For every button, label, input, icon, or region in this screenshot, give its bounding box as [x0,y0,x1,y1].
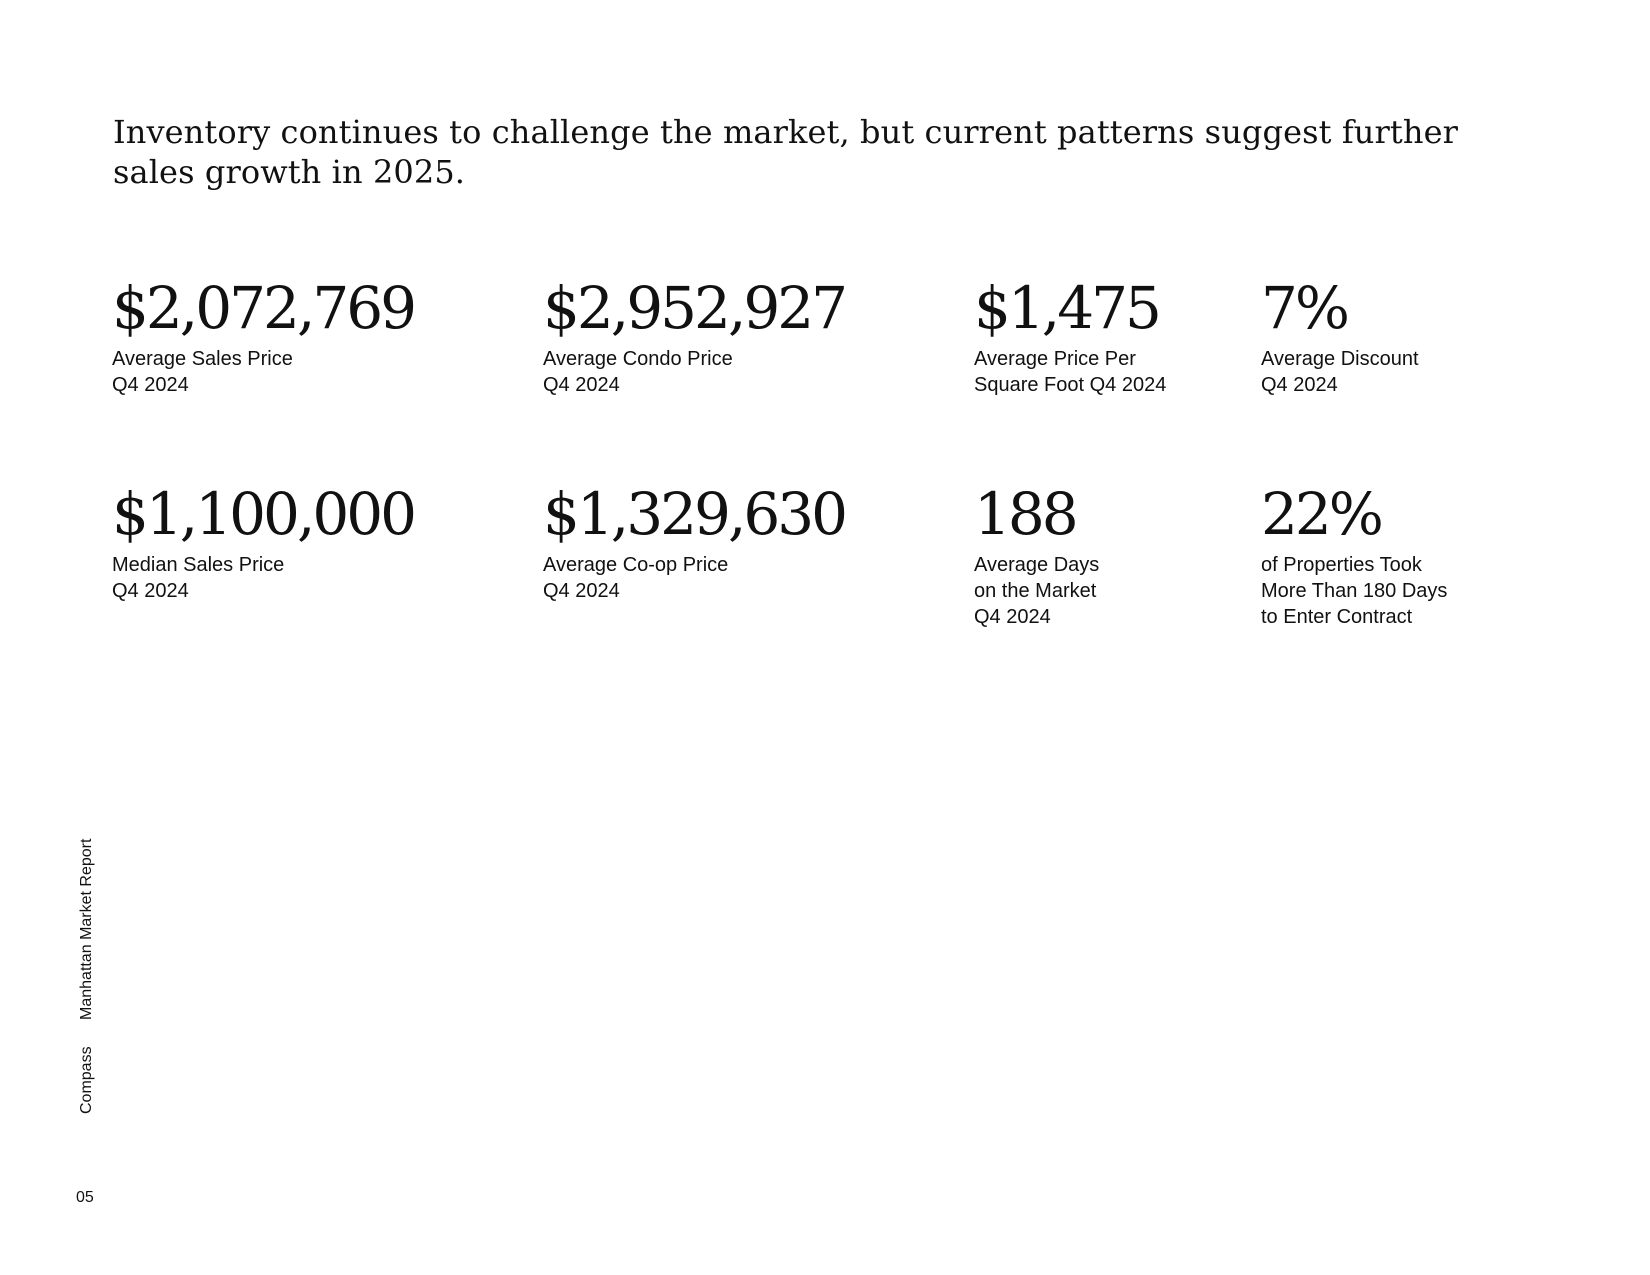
stat-value: $2,952,927 [543,274,846,342]
stat-value: 7% [1261,274,1348,342]
footer-side-label [78,839,96,1114]
stat-label: Median Sales Price Q4 2024 [112,554,285,602]
stat-value: 22% [1261,480,1381,548]
stat-average-discount [1261,276,1650,398]
page-headline: Inventory continues to challenge the market, but current patterns suggest further sales growth in 2025. [113,113,1459,191]
stat-value: $1,329,630 [543,480,846,548]
footer-report-title: Manhattan Market Report [78,838,95,1020]
stat-label: Average Co-op Price Q4 2024 [543,554,729,602]
stat-average-coop-price [543,482,933,604]
stat-value: $1,475 [974,274,1159,342]
stat-value: $1,100,000 [112,480,415,548]
stat-label: Average Discount Q4 2024 [1261,348,1419,396]
stat-average-sales-price [112,276,502,398]
stat-median-sales-price [112,482,502,604]
stat-label: Average Condo Price Q4 2024 [543,348,733,396]
stat-average-condo-price [543,276,933,398]
footer-brand: Compass [78,1046,95,1114]
stat-label: of Properties Took More Than 180 Days to Enter Contract [1261,554,1448,628]
stat-value: $2,072,769 [112,274,415,342]
stat-label: Average Days on the Market Q4 2024 [974,554,1100,628]
stat-properties-over-180-days [1261,482,1650,630]
stat-label: Average Sales Price Q4 2024 [112,348,293,396]
page-number: 05 [76,1189,94,1206]
stat-value: 188 [974,480,1076,548]
stat-label: Average Price Per Square Foot Q4 2024 [974,348,1167,396]
